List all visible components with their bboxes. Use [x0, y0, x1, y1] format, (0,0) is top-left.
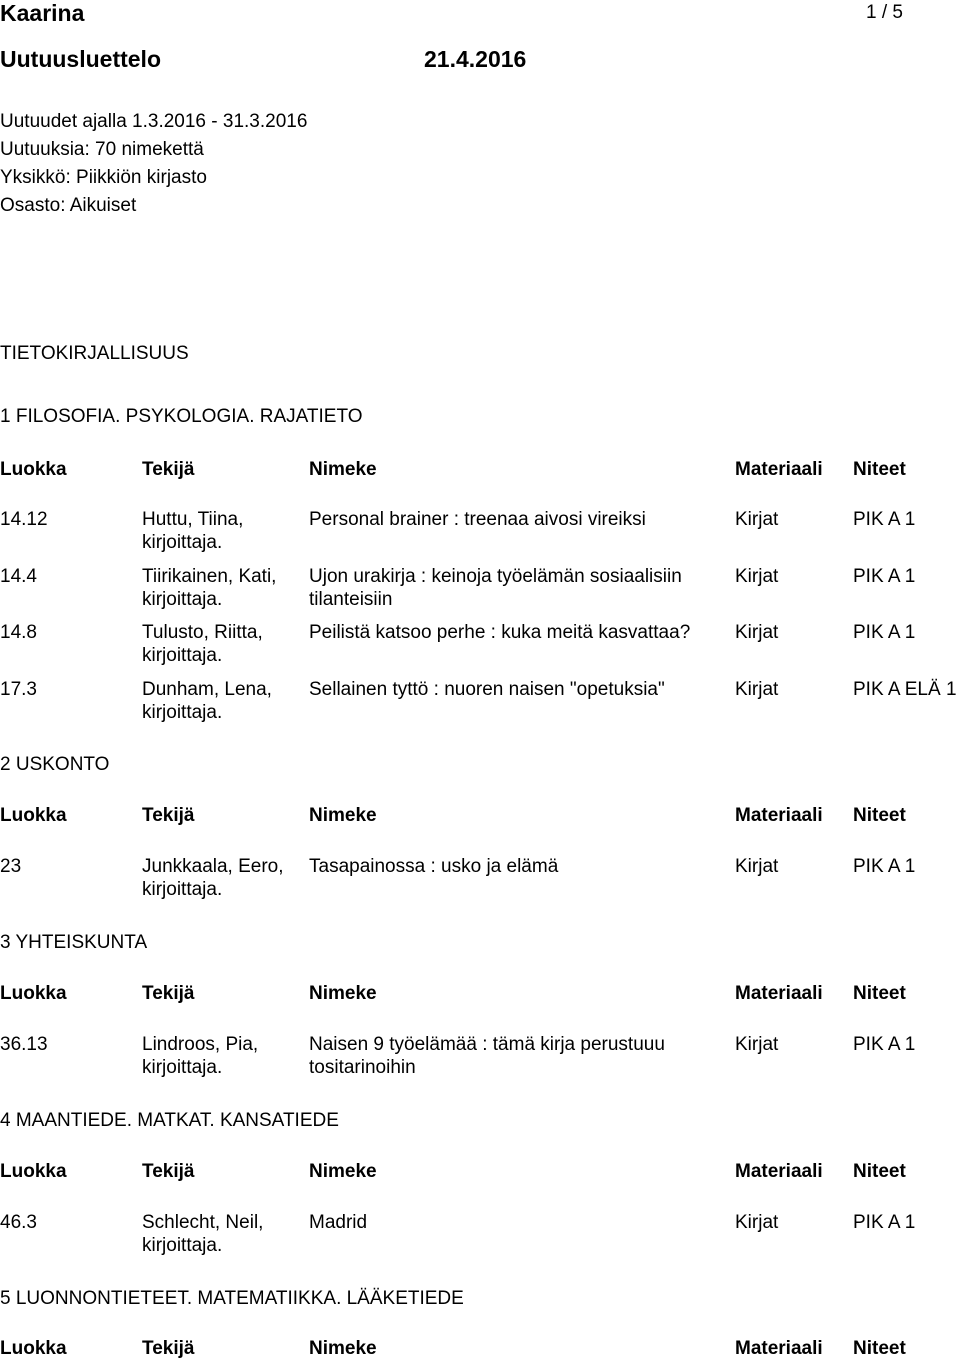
row-class: 14.8	[0, 622, 37, 643]
column-title-header: Nimeke	[309, 1161, 377, 1182]
category-heading: 3 YHTEISKUNTA	[0, 932, 148, 953]
row-author-role: kirjoittaja.	[142, 702, 223, 723]
row-copies: PIK A 1	[853, 1034, 916, 1055]
column-copies-header: Niteet	[853, 459, 906, 480]
row-copies: PIK A 1	[853, 1212, 916, 1233]
page-indicator: 1 / 5	[866, 2, 903, 23]
category-heading: 2 USKONTO	[0, 754, 110, 775]
row-title: Madrid	[309, 1212, 368, 1233]
column-copies-header: Niteet	[853, 805, 906, 826]
row-author: Tiirikainen, Kati,	[142, 566, 277, 587]
row-title: Naisen 9 työelämää : tämä kirja perustuuu tositarinoihin	[309, 1034, 665, 1078]
row-material: Kirjat	[735, 566, 779, 587]
row-class: 17.3	[0, 679, 37, 700]
row-copies: PIK A 1	[853, 856, 916, 877]
row-author-role: kirjoittaja.	[142, 1057, 223, 1078]
column-material-header: Materiaali	[735, 805, 823, 826]
column-copies-header: Niteet	[853, 983, 906, 1004]
row-author-role: kirjoittaja.	[142, 645, 223, 666]
section-heading: TIETOKIRJALLISUUS	[0, 343, 189, 364]
row-material: Kirjat	[735, 1212, 779, 1233]
column-material-header: Materiaali	[735, 459, 823, 480]
row-title: Ujon urakirja : keinoja työelämän sosiaalisiin tilanteisiin	[309, 566, 682, 610]
row-material: Kirjat	[735, 622, 779, 643]
row-author-role: kirjoittaja.	[142, 879, 223, 900]
row-author: Tulusto, Riitta,	[142, 622, 263, 643]
row-class: 46.3	[0, 1212, 37, 1233]
row-copies: PIK A 1	[853, 509, 916, 530]
row-author: Dunham, Lena,	[142, 679, 272, 700]
column-author-header: Tekijä	[142, 1161, 195, 1182]
row-author-role: kirjoittaja.	[142, 532, 223, 553]
unit-text: Yksikkö: Piikkiön kirjasto	[0, 167, 207, 188]
row-title: Personal brainer : treenaa aivosi vireiksi	[309, 509, 646, 530]
report-date: 21.4.2016	[424, 46, 527, 72]
row-title: Tasapainossa : usko ja elämä	[309, 856, 559, 877]
row-title: Peilistä katsoo perhe : kuka meitä kasvattaa?	[309, 622, 691, 643]
column-class-header: Luokka	[0, 805, 67, 826]
column-material-header: Materiaali	[735, 983, 823, 1004]
library-name: Kaarina	[0, 0, 85, 26]
row-class: 23	[0, 856, 22, 877]
row-author-role: kirjoittaja.	[142, 589, 223, 610]
column-class-header: Luokka	[0, 1161, 67, 1182]
column-author-header: Tekijä	[142, 805, 195, 826]
row-material: Kirjat	[735, 679, 779, 700]
row-author: Huttu, Tiina,	[142, 509, 244, 530]
count-text: Uutuuksia: 70 nimekettä	[0, 139, 204, 160]
row-class: 14.12	[0, 509, 48, 530]
column-title-header: Nimeke	[309, 1338, 377, 1359]
row-author: Lindroos, Pia,	[142, 1034, 259, 1055]
period-text: Uutuudet ajalla 1.3.2016 - 31.3.2016	[0, 111, 308, 132]
column-title-header: Nimeke	[309, 459, 377, 480]
row-material: Kirjat	[735, 856, 779, 877]
column-author-header: Tekijä	[142, 459, 195, 480]
column-class-header: Luokka	[0, 459, 67, 480]
row-copies: PIK A ELÄ 1	[853, 679, 957, 700]
category-heading: 5 LUONNONTIETEET. MATEMATIIKKA. LÄÄKETIEDE	[0, 1288, 464, 1309]
row-author-role: kirjoittaja.	[142, 1235, 223, 1256]
column-class-header: Luokka	[0, 983, 67, 1004]
row-material: Kirjat	[735, 509, 779, 530]
row-class: 14.4	[0, 566, 37, 587]
column-copies-header: Niteet	[853, 1338, 906, 1359]
row-copies: PIK A 1	[853, 622, 916, 643]
column-copies-header: Niteet	[853, 1161, 906, 1182]
row-class: 36.13	[0, 1034, 48, 1055]
column-author-header: Tekijä	[142, 983, 195, 1004]
column-title-header: Nimeke	[309, 983, 377, 1004]
department-text: Osasto: Aikuiset	[0, 195, 137, 216]
column-author-header: Tekijä	[142, 1338, 195, 1359]
row-title: Sellainen tyttö : nuoren naisen "opetuksia"	[309, 679, 665, 700]
column-material-header: Materiaali	[735, 1338, 823, 1359]
row-author: Schlecht, Neil,	[142, 1212, 264, 1233]
row-material: Kirjat	[735, 1034, 779, 1055]
column-title-header: Nimeke	[309, 805, 377, 826]
report-title: Uutuusluettelo	[0, 46, 161, 72]
row-copies: PIK A 1	[853, 566, 916, 587]
category-heading: 1 FILOSOFIA. PSYKOLOGIA. RAJATIETO	[0, 406, 363, 427]
column-class-header: Luokka	[0, 1338, 67, 1359]
column-material-header: Materiaali	[735, 1161, 823, 1182]
row-author: Junkkaala, Eero,	[142, 856, 284, 877]
category-heading: 4 MAANTIEDE. MATKAT. KANSATIEDE	[0, 1110, 339, 1131]
